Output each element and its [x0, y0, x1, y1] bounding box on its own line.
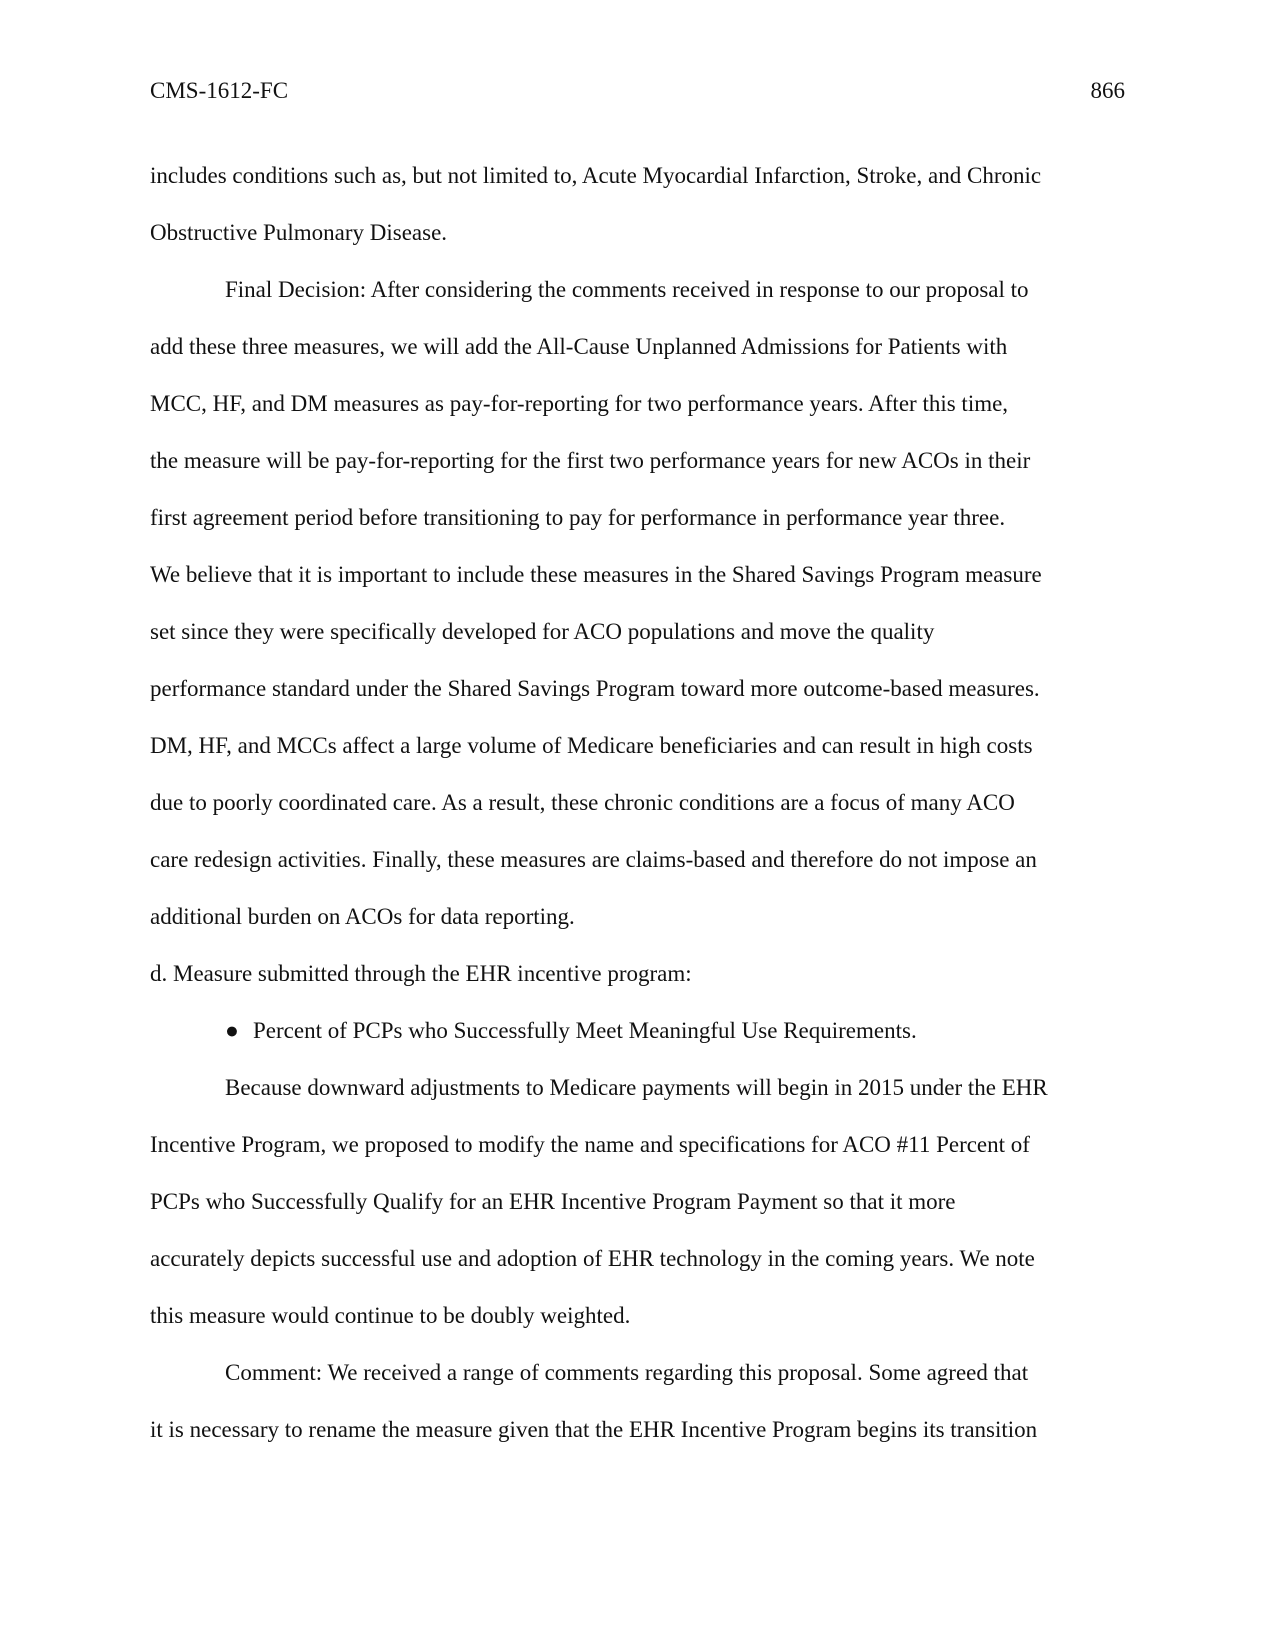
text-line: DM, HF, and MCCs affect a large volume of Medicare beneficiaries and can result in high costs: [150, 733, 1033, 758]
text-line: additional burden on ACOs for data reporting.: [150, 904, 575, 929]
text-line: Obstructive Pulmonary Disease.: [150, 220, 448, 245]
text-line: this measure would continue to be doubly weighted.: [150, 1303, 631, 1328]
text-line: Because downward adjustments to Medicare payments will begin in 2015 under the EHR: [225, 1075, 1048, 1100]
body-text: [150, 147, 1125, 1458]
document-id: CMS-1612-FC: [150, 78, 289, 103]
text-line: performance standard under the Shared Savings Program toward more outcome-based measures.: [150, 676, 1040, 701]
text-line: accurately depicts successful use and adoption of EHR technology in the coming years. We note: [150, 1246, 1035, 1271]
text-line: MCC, HF, and DM measures as pay-for-reporting for two performance years. After this time,: [150, 391, 1009, 416]
text-line: care redesign activities. Finally, these measures are claims-based and therefore do not impose an: [150, 847, 1037, 872]
text-line: Final Decision: After considering the comments received in response to our proposal to: [225, 277, 1029, 302]
text-line: We believe that it is important to include these measures in the Shared Savings Program measure: [150, 562, 1042, 587]
text-line: PCPs who Successfully Qualify for an EHR Incentive Program Payment so that it more: [150, 1189, 956, 1214]
text-line: add these three measures, we will add the All-Cause Unplanned Admissions for Patients with: [150, 334, 1008, 359]
text-line: includes conditions such as, but not limited to, Acute Myocardial Infarction, Stroke, and Chronic: [150, 163, 1042, 188]
bullet-text: Percent of PCPs who Successfully Meet Meaningful Use Requirements.: [253, 1018, 917, 1043]
text-line: Comment: We received a range of comments regarding this proposal. Some agreed that: [225, 1360, 1029, 1385]
text-line: the measure will be pay-for-reporting for the first two performance years for new ACOs in their: [150, 448, 1031, 473]
text-line: due to poorly coordinated care. As a result, these chronic conditions are a focus of many ACO: [150, 790, 1015, 815]
text-line: first agreement period before transitioning to pay for performance in performance year three.: [150, 505, 1006, 530]
text-line: it is necessary to rename the measure given that the EHR Incentive Program begins its transition: [150, 1417, 1038, 1442]
text-line: Incentive Program, we proposed to modify the name and specifications for ACO #11 Percent of: [150, 1132, 1030, 1157]
bullet-icon: ●: [225, 1018, 239, 1043]
text-line: set since they were specifically developed for ACO populations and move the quality: [150, 619, 935, 644]
page-header: [150, 74, 1125, 108]
bullet-item: [150, 1002, 1125, 1059]
section-heading: d. Measure submitted through the EHR incentive program:: [150, 961, 692, 986]
page-number: 866: [1090, 78, 1125, 103]
